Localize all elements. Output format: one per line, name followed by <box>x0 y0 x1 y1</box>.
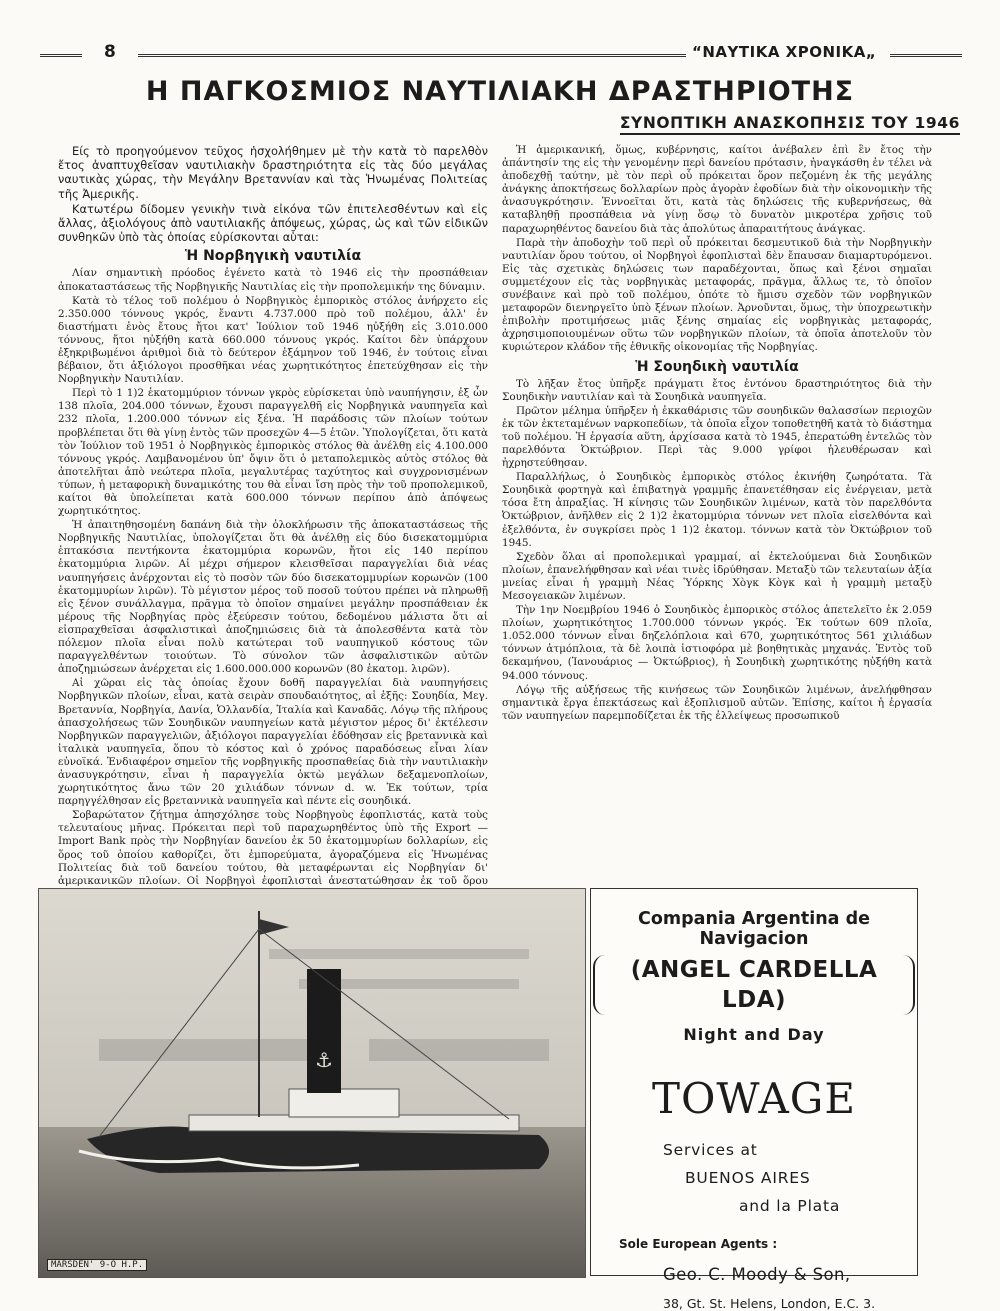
section-heading-norwegian: Ἡ Νορβηγικὴ ναυτιλία <box>184 248 362 265</box>
ad-agent-address: 38, Gt. St. Helens, London, E.C. 3. <box>663 1296 876 1311</box>
body-paragraph: Παρὰ τὴν ἀποδοχὴν τοῦ περὶ οὗ πρόκειται δεσμευτικοῦ διὰ τὴν Νορβηγικὴν ναυτιλίαν ὅρου τούτου, οἱ Νορβηγοὶ ἐφοπλισταὶ δὲν ἔπαυσαν διαμαρτυρόμενοι. Εἰς τὰς σχετικὰς δηλώσεις των παραδέχονται, ὅπως καὶ ξένοι σημαῖαι συμμετέχουν εἰς τὰς νορβηγικὰς μεταφοράς, πρᾶγμα, ἄλλως τε, τὸ ὁποῖον συνέβαινε καὶ πρὸ τοῦ πολέμου, ὁπότε τὸ ἥμισυ σχεδὸν τῶν νορβηγικῶν μεταφορῶν διενηργεῖτο ὑπὸ ξένων πλοίων. Ἀρνοῦνται, ὅμως, τὴν ὑποχρεωτικὴν ἐπιβολὴν προτιμήσεως μιᾶς ξένης σημαίας εἰς νορβηγικὰς μεταφοράς, ἀχρησιμοποιουμένων οὕτω τῶν νορβηγικῶν πλοίων, τὰ ὁποῖα ἀποτελοῦν τὸν κυριώτερον κλάδον τῆς ἐθνικῆς οἰκονομίας τῆς Νορβηγίας. <box>502 236 932 354</box>
ad-company: Compania Argentina de Navigacion <box>638 909 870 949</box>
section-heading-swedish: Ἡ Σουηδικὴ ναυτιλία <box>635 358 799 375</box>
anchor-icon: ⚓ <box>315 1048 333 1072</box>
running-header <box>40 38 960 68</box>
ad-line: Services at <box>663 1141 758 1159</box>
header-rule-left <box>40 54 82 57</box>
ad-company-name: (ANGEL CARDELLA LDA) <box>593 955 915 1015</box>
body-paragraph: Ἡ ἀπαιτηθησομένη δαπάνη διὰ τὴν ὁλοκλήρωσιν τῆς ἀποκαταστάσεως τῆς Νορβηγικῆς Ναυτιλίας, ὑπολογίζεται ὅτι θὰ ἀνέλθῃ εἰς δύο δισεκατομμύρια ἑπτακόσια πεντήκοντα ἑκατομμύρια κορωνῶν, ἤτοι εἰς 140 περίπου ἑκατομμύρια λιρῶν. Αἱ μέχρι σήμερον κλεισθεῖσαι παραγγελίαι διὰ νέας ναυπηγήσεις ἀνέρχονται εἰς τὸ ποσὸν τῶν δύο δισεκατομμυρίων κορωνῶν (100 ἑκατομμυρίων λιρῶν). Τὸ μέγιστον μέρος τοῦ ποσοῦ τούτου πρέπει νὰ πληρωθῇ εἰς ξένον συνάλλαγμα, πρᾶγμα τὸ ὁποῖον σημαίνει μεγάλην προσπάθειαν ἐκ μέρους τῆς Νορβηγίας πρὸς ἐξεύρεσιν τούτου, δεδομένου μάλιστα ὅτι αἱ εἰσπραχθεῖσαι ἀσφαλιστικαὶ ἀποζημιώσεις διὰ τὰ ἀπολεσθέντα κατὰ τὸν πόλεμον πλοῖα εἶναι πολὺ κατώτεραι τοῦ ναυπηγικοῦ κόστους τῶν παραγγελθέντων τοιούτων. Τὸ σύνολον τῶν ἀσφαλιστικῶν αὐτῶν ἀποζημιώσεων ἀνέρχεται εἰς 1.600.000.000 κορωνῶν (80 ἑκατομ. λιρῶν). <box>58 519 488 676</box>
photo-credit: MARSDEN' 9-O H.P. <box>47 1259 147 1271</box>
tugboat-bridge <box>289 1089 399 1117</box>
body-paragraph: Αἱ χῶραι εἰς τὰς ὁποίας ἔχουν δοθῆ παραγγελίαι διὰ ναυπηγήσεις Νορβηγικῶν πλοίων, εἶναι, κατὰ σειρὰν σπουδαιότητος, αἱ ἑξῆς: Σουηδία, Μεγ. Βρεταννία, Νορβηγία, Δανία, Ὁλλανδία, Ἰταλία καὶ Καναδᾶς. Λόγῳ τῆς πλήρους ἀπασχολήσεως τῶν Σουηδικῶν ναυπηγείων κατὰ μέγιστον μέρος δι' ἐκτέλεσιν Νορβηγικῶν παραγγελιῶν, ἀξιόλογοι παραγγελίαι ἐδόθησαν εἰς βρεταννικὰ καὶ ἰταλικὰ ναυπηγεῖα, ὅπου τὸ κόστος καὶ ὁ χρόνος παραδόσεως εἶναι λίαν εὐνοϊκά. Ἐνδιαφέρον σημεῖον τῆς νορβηγικῆς προσπαθείας διὰ τὴν ναυτιλιακὴν ἀνασυγκρότησιν, εἶναι ἡ παραγγελία ὀκτὼ μεγάλων δεξαμενοπλοίων, χωρητικότητος ἄνω τῶν 20 χιλιάδων τόννων d. w. Ἐκ τούτων, τρία παρηγγέλθησαν εἰς βρεταννικὰ ναυπηγεῖα καὶ πέντε εἰς σουηδικά. <box>58 677 488 808</box>
body-paragraph: Κατὰ τὸ τέλος τοῦ πολέμου ὁ Νορβηγικὸς ἐμπορικὸς στόλος ἀνήρχετο εἰς 2.350.000 τόννους γκρός, ἔναντι 4.737.000 πρὸ τοῦ πολέμου, ἀλλ' ἐν διαστήματι ἑνὸς ἔτους ἤτοι κατ' Ἰούλιον τοῦ 1946 ηὐξήθη εἰς 3.010.000 τόννους, ἤτοι ηὐξήθη κατὰ 660.000 τόννους γκρός. Καίτοι δὲν ὑπάρχουν ἐξηκριβωμένοι ἀριθμοὶ διὰ τὸ δεύτερον ἑξάμηνον τοῦ 1946, ἐν τούτοις εἶναι βέβαιον, ὅτι ἀξιόλογοι προσθῆκαι νέας χωρητικότητος ἐπετεύχθησαν εἰς τὴν Νορβηγικὴν Ναυτιλίαν. <box>58 294 488 386</box>
intro-paragraph: Είς τὸ προηγούμενον τεῦχος ἠσχολήθημεν μὲ τὴν κατὰ τὸ παρελθὸν ἔτος ἀναπτυχθεῖσαν ναυτιλιακὴν δραστηριότητα εἰς τὰς δύο μεγάλας ναυτικὰς χώρας, τὴν Μεγάλην Βρεταννίαν καὶ τὰς Ἡνωμένας Πολιτείας τῆς Ἀμερικῆς. <box>58 144 488 201</box>
article-title: Η ΠΑΓΚΟΣΜΙΟΣ ΝΑΥΤΙΛΙΑΚΗ ΔΡΑΣΤΗΡΙΟΤΗΣ <box>145 76 855 107</box>
body-paragraph: Λίαν σημαντικὴ πρόοδος ἐγένετο κατὰ τὸ 1946 εἰς τὴν προσπάθειαν ἀποκαταστάσεως τῆς Νορβηγικῆς Ναυτιλίας εἰς τὴν προπολεμικήν της δύναμιν. <box>58 267 488 293</box>
tugboat-photo <box>38 888 586 1278</box>
ad-agent-name: Geo. C. Moody & Son, <box>663 1265 851 1284</box>
body-paragraph: Σχεδὸν ὅλαι αἱ προπολεμικαὶ γραμμαί, αἱ ἐκτελούμεναι διὰ Σουηδικῶν πλοίων, ἐπανελήφθησαν καὶ νέαι τινὲς ἱδρύθησαν. Μεταξὺ τῶν τελευταίων ἀξία μνείας εἶναι ἡ γραμμὴ Νέας Ὑόρκης Χὸγκ Κὸγκ καὶ ἡ γραμμὴ μεταξὺ Μεσογειακῶν λιμένων. <box>502 550 932 602</box>
ad-line: and la Plata <box>739 1197 841 1215</box>
magazine-name: “ΝΑΥΤΙΚΑ ΧΡΟΝΙΚΑ„ <box>692 43 877 61</box>
body-paragraph: Τὴν 1ην Νοεμβρίου 1946 ὁ Σουηδικὸς ἐμπορικὸς στόλος ἀπετελεῖτο ἐκ 2.059 πλοίων, χωρητικότητος 1.700.000 τόννων γκρός. Ἐκ τούτων 609 πλοῖα, 1.052.000 τόννων εἶναι δηζελόπλοια καὶ 670, χωρητικότητος 561 χιλιάδων τόννων ἀτμόπλοια, τὰ δὲ λοιπὰ ἱστιοφόρα μὲ βοηθητικὰς μηχανάς. Ἐντὸς τοῦ δεκαμήνου, (Ἰανουάριος — Ὀκτώβριος), ἡ Σουηδικὴ χωρητικότης ηὐξήθη κατὰ 94.000 τόννους. <box>502 604 932 682</box>
article-subtitle: ΣΥΝΟΠΤΙΚΗ ΑΝΑΣΚΟΠΗΣΙΣ ΤΟΥ 1946 <box>620 114 960 135</box>
column-right <box>502 144 932 864</box>
tugboat-illustration <box>39 889 585 1277</box>
body-paragraph: Παραλλήλως, ὁ Σουηδικὸς ἐμπορικὸς στόλος ἐκινήθη ζωηρότατα. Τὰ Σουηδικὰ φορτηγὰ καὶ ἐπιβατηγὰ γραμμῆς ἐπανετέθησαν εἰς ἐνέργειαν, μετὰ τόσα ἔτη ἀπραξίας. Ἡ κίνησις τῶν Σουηδικῶν λιμένων, κατὰ τὸν παρελθόντα Ὀκτώβριον, ἀνῆλθεν εἰς 2 1)2 ἑκατομμύρια τόννων νετ πλοῖα εἰσελθόντα καὶ ἐξελθόντα, ἐν συγκρίσει πρὸς 1 1)2 ἑκατομ. τόννων κατὰ τὸν Ὀκτώβριον τοῦ 1945. <box>502 471 932 549</box>
body-paragraph: Ἡ ἀμερικανική, ὅμως, κυβέρνησις, καίτοι ἀνέβαλεν ἐπὶ ἓν ἔτος τὴν ἀπάντησίν της εἰς τὴν γενομένην περὶ δανείου πρότασιν, ἠναγκάσθη ἐν τέλει νὰ ἀποδεχθῇ ταύτην, μὲ τὸν περὶ οὗ πρόκειται ὅρον πεζομένη ἐκ τῆς μεγάλης ἀνάγκης ἀποκτήσεως δολλαρίων πρὸς ἀγορὰν ἐφοδίων διὰ τὴν οἰκονομικὴν τῆς ἀνασυγκρότησιν. Ἐννοεῖται ὅτι, κατὰ τὰς δηλώσεις τῆς κυβερνήσεως, θὰ καταβληθῇ προσπάθεια νὰ γίνῃ ὅσῳ τὸ δυνατὸν μικροτέρα χρῆσις τοῦ παραχωρηθέντος δανείου διὰ τὰς ἀπολύτως ἀπαραιτήτους ἀνάγκας. <box>502 144 932 235</box>
ad-service: TOWAGE <box>651 1074 857 1123</box>
page-number: 8 <box>104 42 116 62</box>
header-rule-right <box>890 54 962 57</box>
ad-line: BUENOS AIRES <box>685 1169 811 1187</box>
body-paragraph: Πρῶτον μέλημα ὑπῆρξεν ἡ ἐκκαθάρισις τῶν σουηδικῶν θαλασσίων περιοχῶν ἐκ τῶν ἐκτεταμένων ναρκοπεδίων, τὰ ὁποῖα εἶχον τοποθετηθῆ κατὰ τὸ διάστημα τοῦ πολέμου. Ἡ ἐργασία αὕτη, ἀρχίσασα κατὰ τὸ 1945, ἐπερατώθη ἐντελῶς τὸν παρελθόντα Ὀκτώβριον. Περὶ τὰς 9.000 γρίφοι ἠλευθέρωσαν καὶ ἠχρηστεύθησαν. <box>502 404 932 470</box>
body-paragraph: Περὶ τὸ 1 1)2 ἑκατομμύριον τόννων γκρὸς εὑρίσκεται ὑπὸ ναυπήγησιν, ἐξ ὧν 138 πλοῖα, 204.000 τόννων, ἔχουσι παραγγελθῆ εἰς Νορβηγικὰ ναυπηγεῖα καὶ 232 πλοῖα, 1.200.000 τόννων εἰς ξένα. Ἡ παράδοσις τῶν πλοίων τούτων προβλέπεται ὅτι θὰ γίνῃ ἐντὸς τῶν προσεχῶν 4—5 ἐτῶν. Ὑπολογίζεται, ὅτι κατὰ τὸν Ἰούλιον τοῦ 1951 ὁ Νορβηγικὸς ἐμπορικὸς στόλος θὰ ἀνέλθῃ εἰς 4.100.000 τόννους γκρός. Λαμβανομένου ὑπ' ὄψιν ὅτι ὁ μεταπολεμικὸς αὐτὸς στόλος θὰ ἀποτελῆται ἀπὸ νεώτερα πλοῖα, μεγαλυτέρας ταχύτητος καὶ συγχρονισμένων τύπων, ἡ μεταφορικὴ δυναμικότης του θὰ εἶναι ἴση πρὸς τὴν τοῦ προπολεμικοῦ, καίτοι θὰ ὑπολείπεται κατὰ 600.000 τόννων περίπου ἀπὸ ἀπόψεως χωρητικότητος. <box>58 387 488 518</box>
column-left <box>58 144 488 887</box>
header-rule-middle <box>138 54 686 57</box>
ad-hours: Night and Day <box>683 1025 825 1044</box>
body-paragraph: Τὸ λῆξαν ἔτος ὑπῆρξε πράγματι ἔτος ἐντόνου δραστηριότητος διὰ τὴν Σουηδικὴν ναυτιλίαν καὶ τὰ Σουηδικὰ ναυπηγεῖα. <box>502 377 932 403</box>
ad-agents-label: Sole European Agents : <box>619 1237 778 1251</box>
body-paragraph: Σοβαρώτατον ζήτημα ἀπησχόλησε τοὺς Νορβηγοὺς ἐφοπλιστάς, κατὰ τοὺς τελευταίους μῆνας. Πρόκειται περὶ τοῦ παραχωρηθέντος ὑπὸ τῆς Export — Import Bank πρὸς τὴν Νορβηγίαν δανείου ἐκ 50 ἑκατομμυρίων δολλαρίων, εἰς ὅρος τοῦ ὁποίου καθορίζει, ὅτι ἐμπορεύματα, ἀγοραζόμενα εἰς Ἡνωμένας Πολιτείας διὰ τοῦ δανείου τούτου, θὰ μεταφέρωνται εἰς Νορβηγίαν δι' ἀμερικανικῶν πλοίων. Οἱ Νορβηγοὶ ἐφοπλισταὶ ἀνεστατώθησαν ἐκ τοῦ ὅρου <box>58 809 488 887</box>
intro-paragraph: Κατωτέρω δίδομεν γενικὴν τινὰ εἰκόνα τῶν ἐπιτελεσθέντων καὶ εἰς ἄλλας, ἀξιολόγους ἀπὸ ναυτιλιακῆς ἀπόψεως, χώρας, ὡς καὶ τῶν εἰδικῶν συνθηκῶν ὑπὸ τὰς ὁποίας εὑρίσκονται αὗται: <box>58 201 488 245</box>
body-paragraph: Λόγῳ τῆς αὐξήσεως τῆς κινήσεως τῶν Σουηδικῶν λιμένων, ἀνελήφθησαν σημαντικὰ ἔργα ἐπεκτάσεως καὶ ἐξοπλισμοῦ αὐτῶν. Ἐπίσης, καίτοι ἡ ἐργασία τῶν ναυπηγείων παρεμποδίζεται ἐκ τῆς ἐλλείψεως προσωπικοῦ <box>502 683 932 722</box>
advertisement <box>590 888 918 1311</box>
